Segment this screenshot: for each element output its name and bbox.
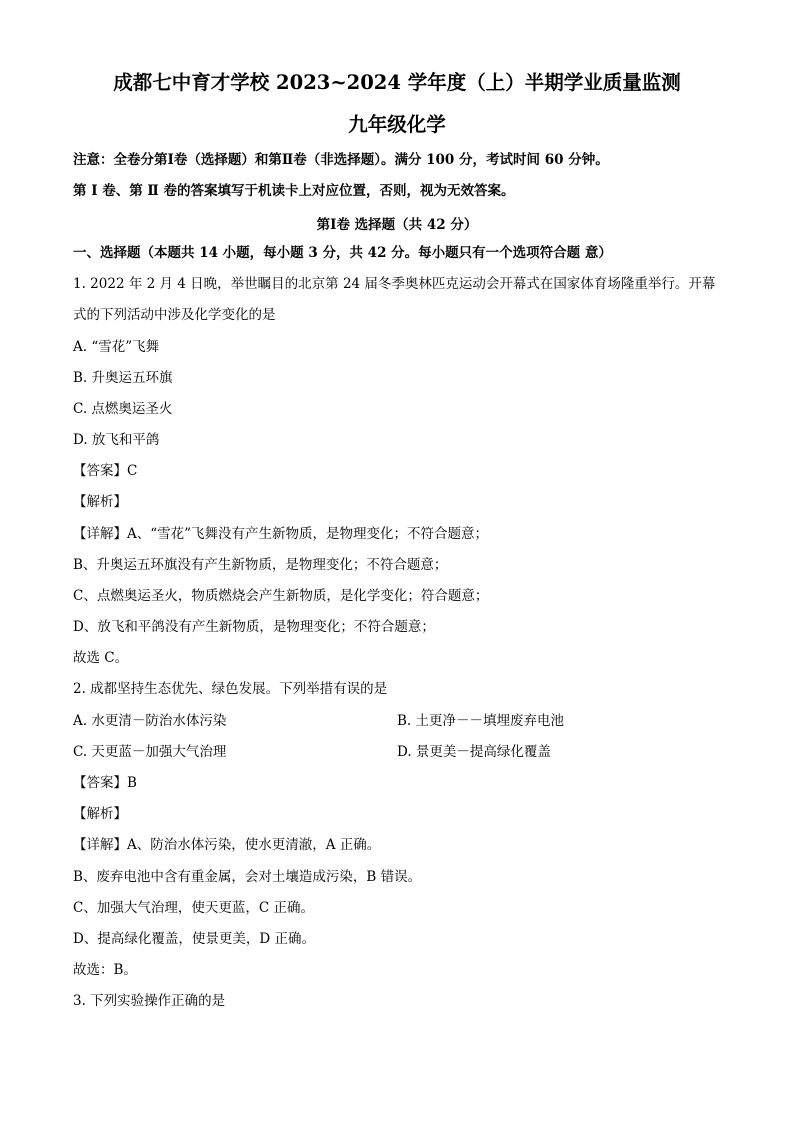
q1-option-a: A. “雪花”飞舞 xyxy=(73,339,160,355)
q1-option-d: D. 放飞和平鸽 xyxy=(73,432,160,448)
notice-line-2: 第 Ⅰ 卷、第 Ⅱ 卷的答案填写于机读卡上对应位置，否则，视为无效答案。 xyxy=(73,183,515,199)
q1-option-b: B. 升奥运五环旗 xyxy=(73,370,173,386)
q1-option-c: C. 点燃奥运圣火 xyxy=(73,401,173,417)
q1-stem-line-2: 式的下列活动中涉及化学变化的是 xyxy=(73,307,276,323)
q2-answer: 【答案】B xyxy=(73,775,137,791)
q1-conclusion: 故选 C。 xyxy=(73,650,129,666)
q2-option-b: B. 土更净－－填埋废弃电池 xyxy=(397,713,565,729)
section-heading: 第Ⅰ卷 选择题（共 42 分） xyxy=(316,217,478,233)
q2-conclusion: 故选：B。 xyxy=(73,962,137,978)
q1-analysis-label: 【解析】 xyxy=(73,494,127,510)
q2-detail-2: B、废弃电池中含有重金属，会对土壤造成污染，B 错误。 xyxy=(73,869,422,885)
q2-option-a: A. 水更清－防治水体污染 xyxy=(73,713,227,729)
notice-line-1: 注意：全卷分第Ⅰ卷（选择题）和第Ⅱ卷（非选择题）。满分 100 分，考试时间 60 分钟。 xyxy=(73,152,609,168)
q1-detail-3: C、点燃奥运圣火，物质燃烧会产生新物质，是化学变化；符合题意； xyxy=(73,588,489,604)
q2-option-c: C. 天更蓝－加强大气治理 xyxy=(73,744,227,760)
q1-stem-line-1: 1. 2022 年 2 月 4 日晚，举世瞩目的北京第 24 届冬季奥林匹克运动会开幕式在国家体育场隆重举行。开幕 xyxy=(73,276,716,292)
q2-detail-1: 【详解】A、防治水体污染，使水更清澈，A 正确。 xyxy=(73,837,381,853)
exam-title: 成都七中育才学校 2023~2024 学年度（上）半期学业质量监测 xyxy=(113,71,681,94)
q2-detail-3: C、加强大气治理，使天更蓝，C 正确。 xyxy=(73,900,314,916)
q1-detail-4: D、放飞和平鸽没有产生新物质，是物理变化；不符合题意； xyxy=(73,619,435,635)
q2-stem: 2. 成都坚持生态优先、绿色发展。下列举措有误的是 xyxy=(73,681,388,697)
q2-option-d: D. 景更美－提高绿化覆盖 xyxy=(397,744,551,760)
exam-subtitle: 九年级化学 xyxy=(348,113,446,136)
q1-detail-1: 【详解】A、“雪花”飞舞没有产生新物质，是物理变化；不符合题意； xyxy=(73,526,489,542)
q1-detail-2: B、升奥运五环旗没有产生新物质，是物理变化；不符合题意； xyxy=(73,557,448,573)
q1-answer: 【答案】C xyxy=(73,463,138,479)
q2-analysis-label: 【解析】 xyxy=(73,806,127,822)
q2-detail-4: D、提高绿化覆盖，使景更美，D 正确。 xyxy=(73,931,315,947)
part-title: 一、选择题（本题共 14 小题，每小题 3 分，共 42 分。每小题只有一个选项符合题 意） xyxy=(73,245,612,261)
q3-stem: 3. 下列实验操作正确的是 xyxy=(73,993,226,1009)
